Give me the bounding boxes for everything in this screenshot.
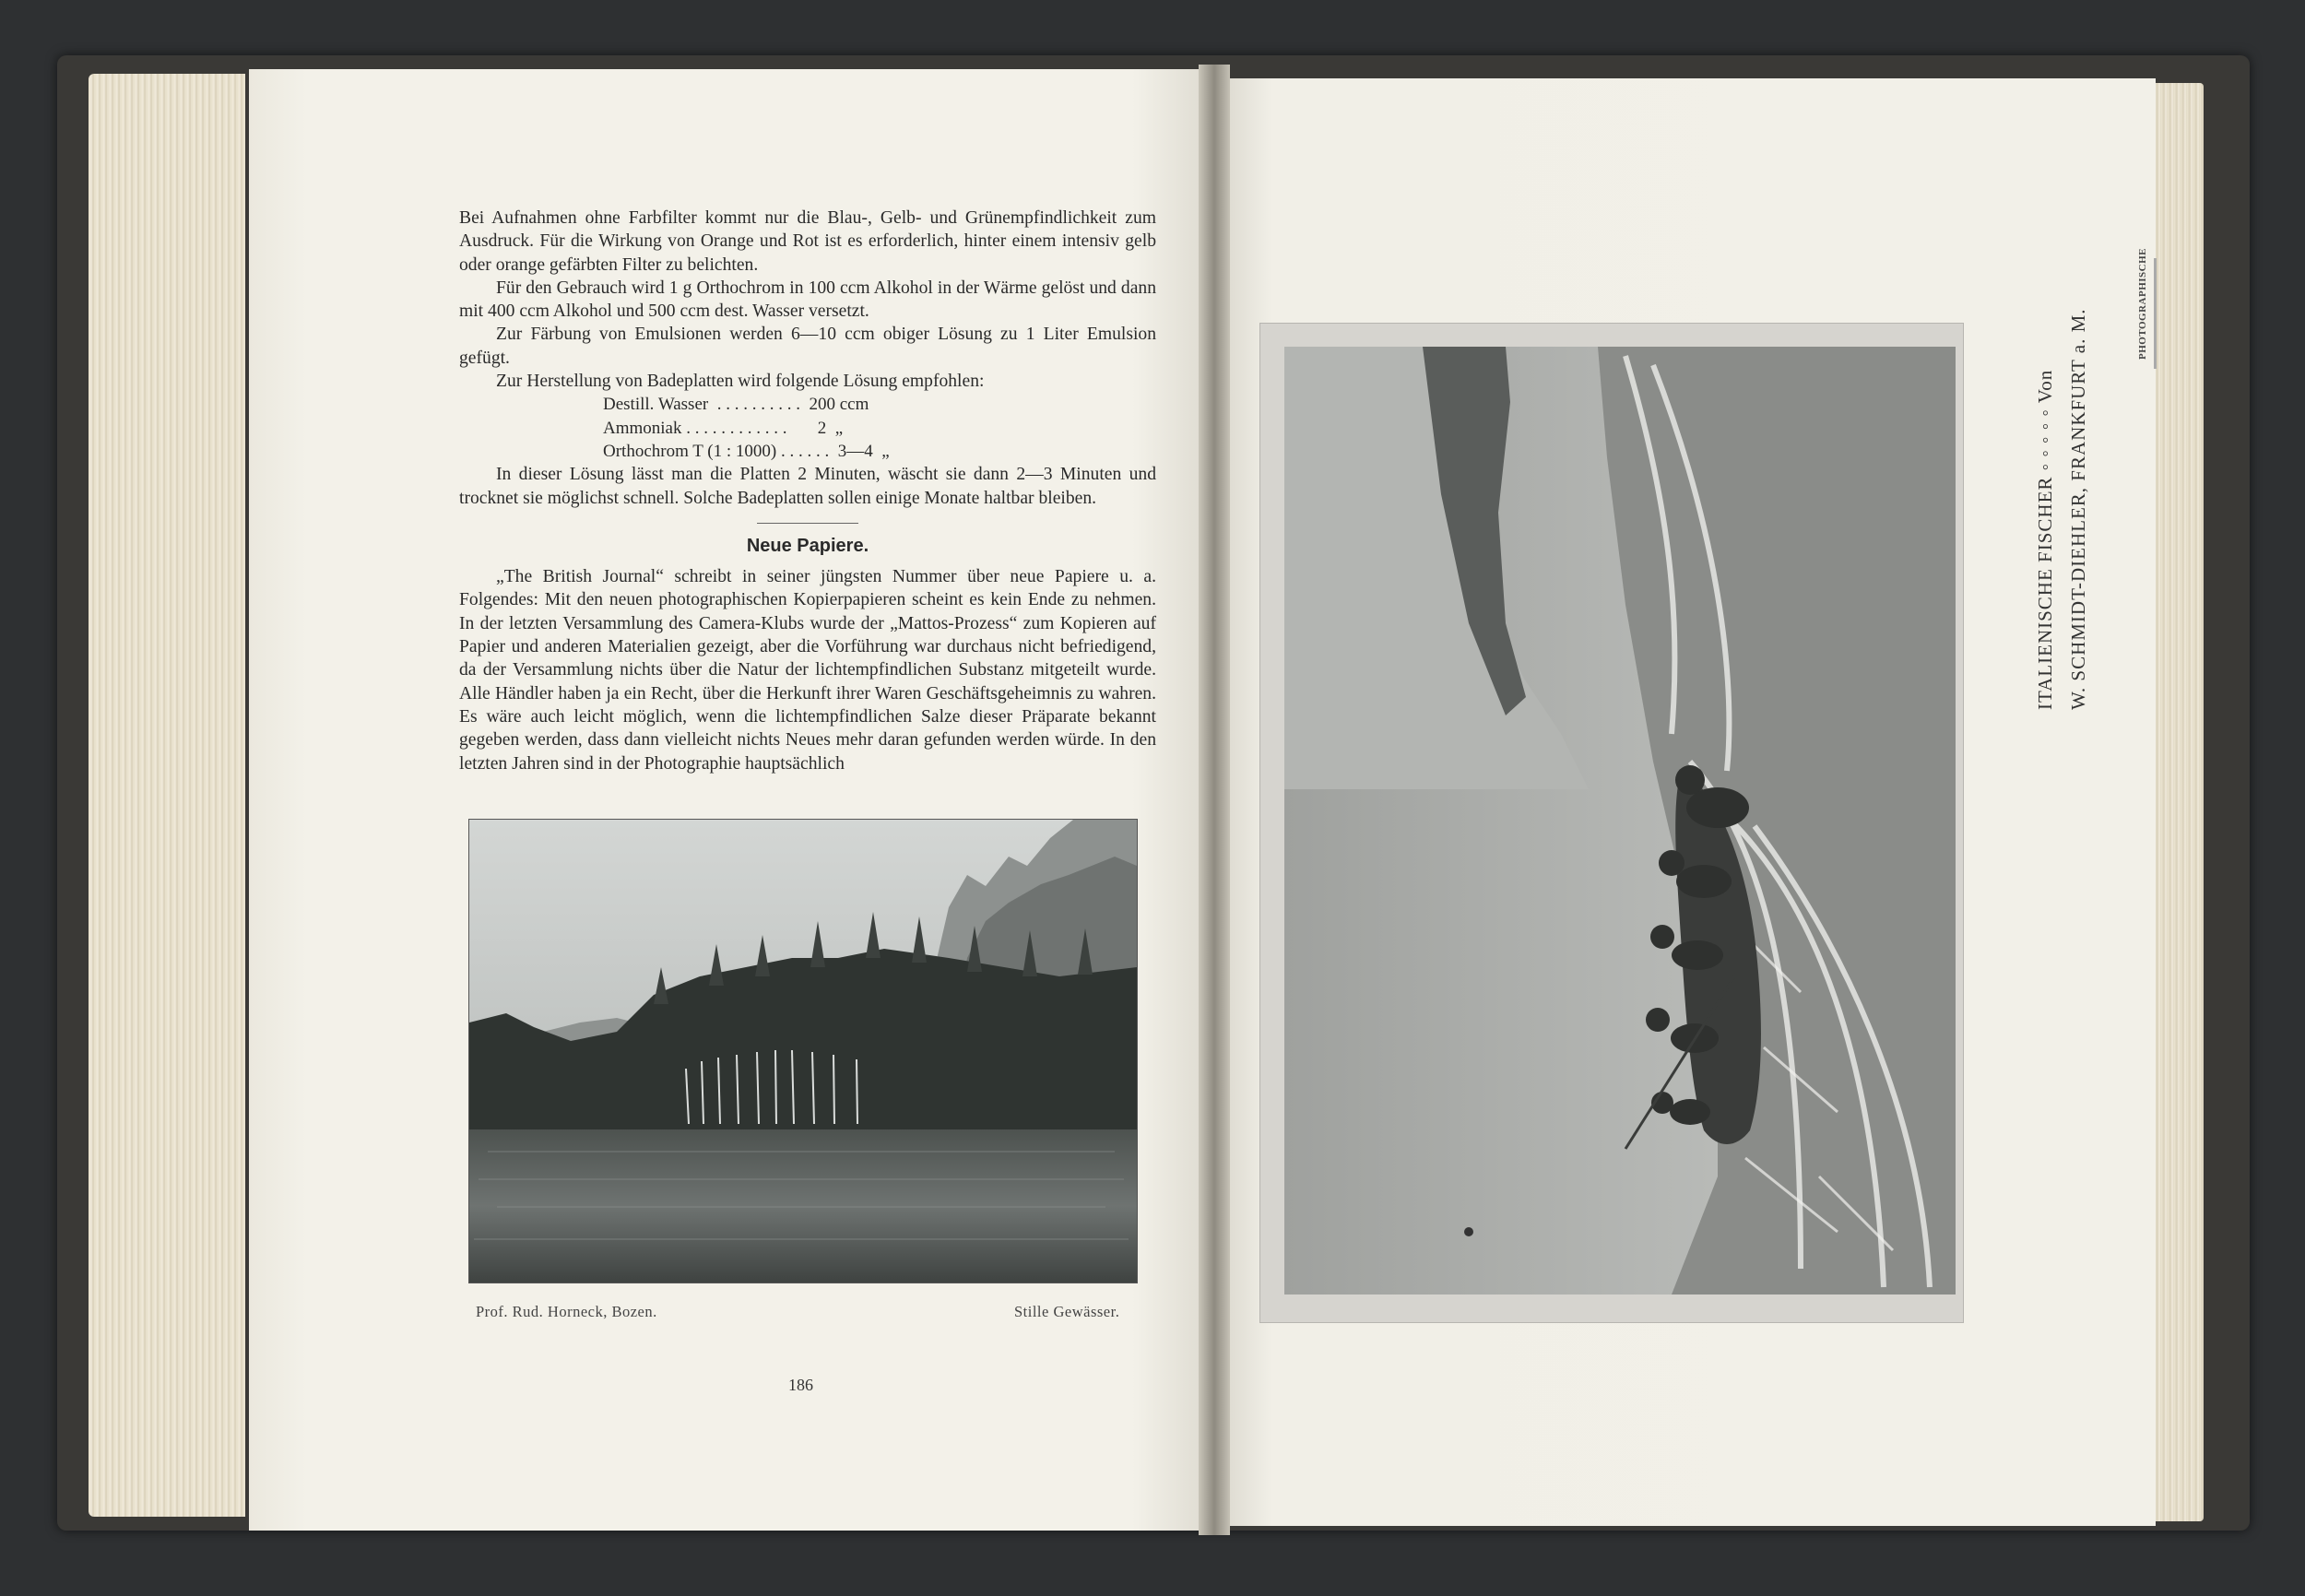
section-divider [757, 523, 858, 524]
caption-author: W. SCHMIDT-DIEHLER, FRANKFURT a. M. [2067, 308, 2089, 710]
formula-line: Destill. Wasser . . . . . . . . . . 200 ccm [603, 395, 869, 415]
photo-title: Stille Gewässer. [1014, 1303, 1120, 1320]
side-label-subtext [2154, 258, 2157, 369]
caption-title: ITALIENISCHE FISCHER ◦ ◦ ◦ ◦ ◦ Von [2034, 369, 2056, 710]
paragraph: „The British Journal“ schreibt in seiner jüngsten Nummer über neue Papiere u. a. Folgendes: Mit den neuen photographischen Kopierpapieren scheint es kein Ende zu nehmen. In der letzten Versammlung des Camera-Klubs wurde der „Mattos-Prozess“ zum Kopieren auf Papier und anderen Materialien gezeigt, aber die Vorführung war durchaus nicht befriedigend, da der Versammlung nichts über die Natur der lichtempfindlichen Substanz mitgeteilt wurde. Alle Händler haben ja ein Recht, über die Herkunft ihrer Waren Geschäftsgeheimnis zu wahren. Es wäre auch leicht möglich, wenn die lichtempfindlichen Salze dieser Präparate bekannt gegeben werden, dass dann vielleicht nichts Neues mehr daran gefunden werden würde. In den letzten Jahren sind in der Photographie hauptsächlich [459, 567, 1156, 774]
section-heading: Neue Papiere. [746, 535, 869, 556]
photo-lake-landscape [468, 819, 1138, 1283]
page-edges-left [89, 74, 245, 1517]
formula-line: Ammoniak . . . . . . . . . . . . 2 „ [603, 418, 844, 438]
page-edges-right [2148, 83, 2204, 1521]
page-number: 186 [788, 1376, 813, 1394]
paragraph: Zur Herstellung von Badeplatten wird folgende Lösung empfohlen: [496, 372, 985, 392]
paragraph: Bei Aufnahmen ohne Farbfilter kommt nur die Blau-, Gelb- und Grünempfindlichkeit zum Ausdruck. Für die Wirkung von Orange und Rot ist es erforderlich, hinter einem intensiv gelb oder orange gefärbten Filter zu belichten. [459, 208, 1156, 275]
fishermen-photo-illustration [1284, 347, 1956, 1295]
paragraph: In dieser Lösung lässt man die Platten 2 Minuten, wäscht sie dann 2—3 Minuten und trocknet sie möglichst schnell. Solche Badeplatten sollen einige Monate haltbar bleiben. [459, 465, 1156, 508]
paragraph: Zur Färbung von Emulsionen werden 6—10 ccm obiger Lösung zu 1 Liter Emulsion gefügt. [459, 325, 1156, 368]
book-gutter [1199, 65, 1230, 1535]
photo-fishermen [1284, 347, 1956, 1295]
formula-line: Orthochrom T (1 : 1000) . . . . . . 3—4 „ [603, 441, 890, 461]
photo-credit: Prof. Rud. Horneck, Bozen. [476, 1303, 657, 1320]
publication-side-label: PHOTOGRAPHISCHE [2137, 248, 2148, 360]
left-page-text [459, 207, 1156, 775]
paragraph: Für den Gebrauch wird 1 g Orthochrom in 100 ccm Alkohol in der Wärme gelöst und dann mit 400 ccm Alkohol und 500 ccm dest. Wasser versetzt. [459, 278, 1156, 322]
rotated-photo-caption [2034, 0, 2145, 710]
lake-photo-illustration [469, 820, 1137, 1283]
